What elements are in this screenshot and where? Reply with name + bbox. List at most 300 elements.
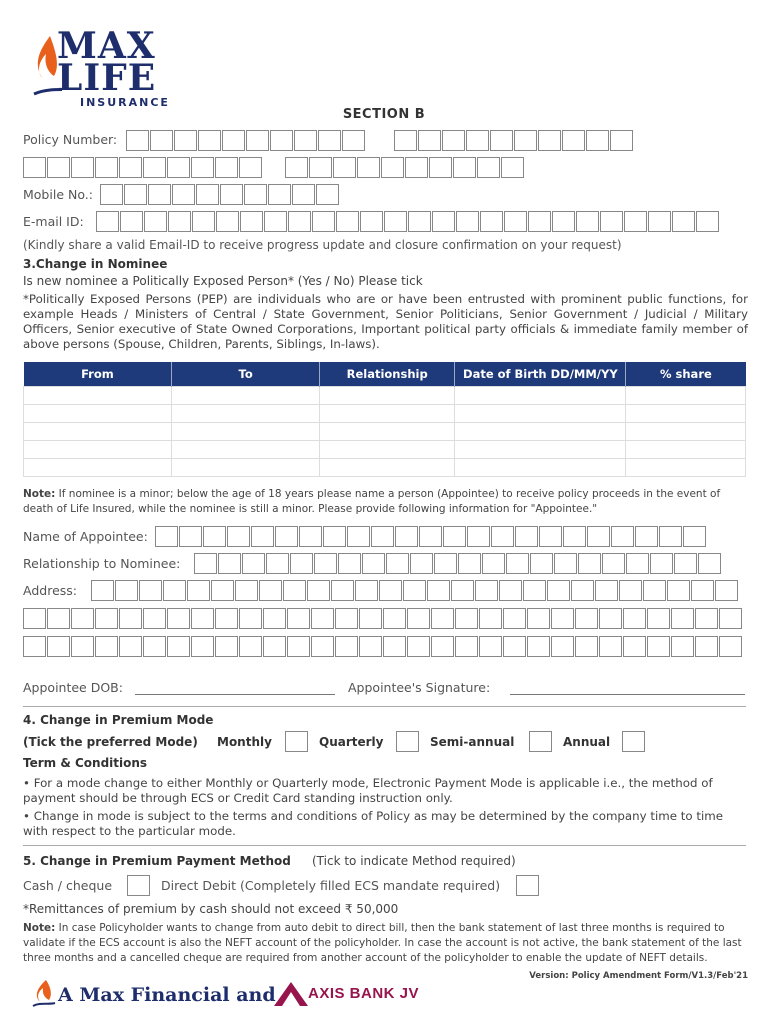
- footer-flame-icon: [32, 978, 56, 1008]
- char-box[interactable]: [342, 130, 365, 151]
- char-box[interactable]: [196, 184, 219, 205]
- char-box[interactable]: [309, 157, 332, 178]
- policy-number-boxes-2[interactable]: [394, 130, 634, 151]
- char-box[interactable]: [523, 580, 546, 601]
- char-box[interactable]: [408, 211, 431, 232]
- mode-monthly-label: Monthly: [217, 735, 272, 749]
- char-box[interactable]: [451, 580, 474, 601]
- char-box[interactable]: [475, 580, 498, 601]
- char-box[interactable]: [575, 636, 598, 657]
- char-box[interactable]: [155, 526, 178, 547]
- char-box[interactable]: [235, 580, 258, 601]
- appointee-name-label: Name of Appointee:: [23, 529, 148, 544]
- char-box[interactable]: [299, 526, 322, 547]
- payment-note-text: In case Policyholder wants to change from auto debit to direct bill, then the bank statement of last three months is required to validate if the ECS account is also the NEFT account of the policyholder. In case the account is not active, the bank statement of the last three months and a cancelled cheque are required from another account of the policyholder to enable the update of NEFT details.: [23, 922, 742, 964]
- char-box[interactable]: [139, 580, 162, 601]
- char-box[interactable]: [384, 211, 407, 232]
- char-box[interactable]: [115, 580, 138, 601]
- char-box[interactable]: [270, 130, 293, 151]
- char-box[interactable]: [647, 608, 670, 629]
- char-box[interactable]: [239, 157, 262, 178]
- char-box[interactable]: [144, 211, 167, 232]
- logo-text-max: MAX: [57, 25, 156, 67]
- email-label: E-mail ID:: [23, 214, 84, 229]
- char-box[interactable]: [379, 580, 402, 601]
- char-box[interactable]: [599, 636, 622, 657]
- table-cell[interactable]: [172, 387, 320, 405]
- char-box[interactable]: [504, 211, 527, 232]
- col-relationship: Relationship: [319, 362, 454, 387]
- table-cell[interactable]: [455, 405, 626, 423]
- char-box[interactable]: [96, 211, 119, 232]
- char-box[interactable]: [514, 130, 537, 151]
- address-boxes-1[interactable]: [91, 580, 739, 601]
- char-box[interactable]: [285, 157, 308, 178]
- char-box[interactable]: [311, 608, 334, 629]
- char-box[interactable]: [120, 211, 143, 232]
- mobile-label: Mobile No.:: [23, 187, 93, 202]
- table-cell[interactable]: [455, 459, 626, 477]
- mode-quarterly-checkbox[interactable]: [396, 731, 419, 752]
- char-box[interactable]: [671, 608, 694, 629]
- table-cell[interactable]: [626, 405, 746, 423]
- char-box[interactable]: [667, 580, 690, 601]
- char-box[interactable]: [220, 184, 243, 205]
- char-box[interactable]: [150, 130, 173, 151]
- char-box[interactable]: [333, 157, 356, 178]
- char-box[interactable]: [551, 608, 574, 629]
- char-box[interactable]: [239, 608, 262, 629]
- char-box[interactable]: [307, 580, 330, 601]
- char-box[interactable]: [501, 157, 524, 178]
- char-box[interactable]: [429, 157, 452, 178]
- policy-number-label: Policy Number:: [23, 132, 118, 147]
- char-box[interactable]: [539, 526, 562, 547]
- char-box[interactable]: [610, 130, 633, 151]
- terms-heading: Term & Conditions: [23, 756, 148, 770]
- char-box[interactable]: [527, 608, 550, 629]
- char-box[interactable]: [71, 608, 94, 629]
- payment-note: [23, 921, 748, 966]
- premium-mode-heading: 4. Change in Premium Mode: [23, 713, 214, 727]
- footer-tagline: A Max Financial and: [58, 984, 276, 1006]
- char-box[interactable]: [499, 580, 522, 601]
- char-box[interactable]: [530, 553, 553, 574]
- char-box[interactable]: [126, 130, 149, 151]
- relationship-boxes[interactable]: [194, 553, 722, 574]
- char-box[interactable]: [442, 130, 465, 151]
- char-box[interactable]: [143, 636, 166, 657]
- table-cell[interactable]: [172, 423, 320, 441]
- char-box[interactable]: [671, 636, 694, 657]
- table-cell[interactable]: [626, 423, 746, 441]
- pep-question: Is new nominee a Politically Exposed Person* (Yes / No) Please tick: [23, 274, 423, 288]
- logo-text-life: LIFE: [57, 57, 157, 99]
- char-box[interactable]: [466, 130, 489, 151]
- tick-mode-label: (Tick the preferred Mode): [23, 735, 198, 749]
- mode-semiannual-checkbox[interactable]: [529, 731, 552, 752]
- char-box[interactable]: [215, 608, 238, 629]
- char-box[interactable]: [203, 526, 226, 547]
- char-box[interactable]: [246, 130, 269, 151]
- mode-annual-label: Annual: [563, 735, 611, 749]
- char-box[interactable]: [600, 211, 623, 232]
- char-box[interactable]: [347, 526, 370, 547]
- char-box[interactable]: [23, 157, 46, 178]
- char-box[interactable]: [192, 211, 215, 232]
- table-row: [24, 459, 746, 477]
- char-box[interactable]: [314, 553, 337, 574]
- table-cell[interactable]: [319, 441, 454, 459]
- char-box[interactable]: [696, 211, 719, 232]
- char-box[interactable]: [599, 608, 622, 629]
- char-box[interactable]: [91, 580, 114, 601]
- table-cell[interactable]: [455, 387, 626, 405]
- relationship-label: Relationship to Nominee:: [23, 556, 181, 571]
- table-cell[interactable]: [24, 405, 172, 423]
- char-box[interactable]: [227, 526, 250, 547]
- char-box[interactable]: [240, 211, 263, 232]
- nominee-table: [23, 362, 746, 477]
- char-box[interactable]: [216, 211, 239, 232]
- char-box[interactable]: [163, 580, 186, 601]
- char-box[interactable]: [571, 580, 594, 601]
- char-box[interactable]: [386, 553, 409, 574]
- char-box[interactable]: [119, 608, 142, 629]
- char-box[interactable]: [218, 553, 241, 574]
- char-box[interactable]: [395, 526, 418, 547]
- appointee-dob-line[interactable]: [135, 694, 335, 695]
- section-title: SECTION B: [342, 107, 426, 122]
- char-box[interactable]: [359, 608, 382, 629]
- char-box[interactable]: [586, 130, 609, 151]
- payment-method-heading: 5. Change in Premium Payment Method: [23, 854, 291, 868]
- char-box[interactable]: [312, 211, 335, 232]
- policy-number-boxes-3[interactable]: [23, 157, 263, 178]
- char-box[interactable]: [695, 636, 718, 657]
- policy-number-boxes-4[interactable]: [285, 157, 525, 178]
- table-cell[interactable]: [24, 441, 172, 459]
- char-box[interactable]: [419, 526, 442, 547]
- char-box[interactable]: [294, 130, 317, 151]
- char-box[interactable]: [318, 130, 341, 151]
- char-box[interactable]: [551, 636, 574, 657]
- char-box[interactable]: [355, 580, 378, 601]
- char-box[interactable]: [576, 211, 599, 232]
- remittance-note: *Remittances of premium by cash should not exceed ₹ 50,000: [23, 902, 399, 916]
- char-box[interactable]: [626, 553, 649, 574]
- char-box[interactable]: [578, 553, 601, 574]
- direct-debit-checkbox[interactable]: [516, 875, 539, 896]
- char-box[interactable]: [316, 184, 339, 205]
- char-box[interactable]: [405, 157, 428, 178]
- char-box[interactable]: [431, 636, 454, 657]
- char-box[interactable]: [191, 608, 214, 629]
- char-box[interactable]: [266, 553, 289, 574]
- divider-1: [23, 706, 746, 707]
- char-box[interactable]: [362, 553, 385, 574]
- char-box[interactable]: [403, 580, 426, 601]
- table-cell[interactable]: [626, 387, 746, 405]
- char-box[interactable]: [47, 157, 70, 178]
- table-cell[interactable]: [172, 459, 320, 477]
- char-box[interactable]: [331, 580, 354, 601]
- table-cell[interactable]: [455, 423, 626, 441]
- char-box[interactable]: [124, 184, 147, 205]
- char-box[interactable]: [619, 580, 642, 601]
- char-box[interactable]: [100, 184, 123, 205]
- char-box[interactable]: [119, 636, 142, 657]
- footer-jv: AXIS BANK JV: [308, 985, 420, 1002]
- mode-monthly-checkbox[interactable]: [285, 731, 308, 752]
- char-box[interactable]: [357, 157, 380, 178]
- axis-bank-icon: [272, 980, 310, 1008]
- char-box[interactable]: [95, 636, 118, 657]
- table-cell[interactable]: [172, 405, 320, 423]
- char-box[interactable]: [371, 526, 394, 547]
- char-box[interactable]: [602, 553, 625, 574]
- appointee-name-boxes[interactable]: [155, 526, 707, 547]
- char-box[interactable]: [691, 580, 714, 601]
- char-box[interactable]: [23, 636, 46, 657]
- char-box[interactable]: [623, 608, 646, 629]
- char-box[interactable]: [674, 553, 697, 574]
- char-box[interactable]: [290, 553, 313, 574]
- char-box[interactable]: [71, 157, 94, 178]
- char-box[interactable]: [222, 130, 245, 151]
- char-box[interactable]: [338, 553, 361, 574]
- char-box[interactable]: [624, 211, 647, 232]
- table-row: [24, 405, 746, 423]
- appointee-dob-label: Appointee DOB:: [23, 680, 123, 695]
- char-box[interactable]: [335, 608, 358, 629]
- char-box[interactable]: [168, 211, 191, 232]
- char-box[interactable]: [695, 608, 718, 629]
- char-box[interactable]: [47, 636, 70, 657]
- char-box[interactable]: [538, 130, 561, 151]
- char-box[interactable]: [552, 211, 575, 232]
- char-box[interactable]: [467, 526, 490, 547]
- char-box[interactable]: [287, 636, 310, 657]
- char-box[interactable]: [167, 157, 190, 178]
- table-cell[interactable]: [455, 441, 626, 459]
- table-cell[interactable]: [319, 387, 454, 405]
- appointee-signature-line[interactable]: [510, 694, 745, 695]
- char-box[interactable]: [575, 608, 598, 629]
- char-box[interactable]: [360, 211, 383, 232]
- char-box[interactable]: [635, 526, 658, 547]
- email-boxes[interactable]: [96, 211, 720, 232]
- table-row: [24, 387, 746, 405]
- minor-note-text: If nominee is a minor; below the age of 18 years please name a person (Appointee) to receive policy proceeds in the event of death of Life Insured, while the nominee is still a minor. Please provide following information for "Appointee.": [23, 488, 721, 515]
- char-box[interactable]: [432, 211, 455, 232]
- table-cell[interactable]: [24, 423, 172, 441]
- col-dob: Date of Birth DD/MM/YY: [455, 362, 626, 387]
- term-1: • For a mode change to either Monthly or Quarterly mode, Electronic Payment Mode is applicable i.e., the method of payment should be through ECS or Credit Card standing instruction only.: [23, 776, 713, 805]
- table-cell[interactable]: [172, 441, 320, 459]
- char-box[interactable]: [427, 580, 450, 601]
- char-box[interactable]: [719, 636, 742, 657]
- char-box[interactable]: [458, 553, 481, 574]
- char-box[interactable]: [283, 580, 306, 601]
- char-box[interactable]: [418, 130, 441, 151]
- char-box[interactable]: [528, 211, 551, 232]
- address-label: Address:: [23, 583, 77, 598]
- char-box[interactable]: [563, 526, 586, 547]
- char-box[interactable]: [479, 636, 502, 657]
- char-box[interactable]: [263, 608, 286, 629]
- char-box[interactable]: [239, 636, 262, 657]
- mode-annual-checkbox[interactable]: [622, 731, 645, 752]
- char-box[interactable]: [562, 130, 585, 151]
- char-box[interactable]: [456, 211, 479, 232]
- mobile-boxes[interactable]: [100, 184, 340, 205]
- payment-note-label: Note:: [23, 922, 56, 934]
- char-box[interactable]: [215, 157, 238, 178]
- char-box[interactable]: [503, 608, 526, 629]
- char-box[interactable]: [383, 608, 406, 629]
- mode-quarterly-label: Quarterly: [319, 735, 384, 749]
- char-box[interactable]: [479, 608, 502, 629]
- char-box[interactable]: [335, 636, 358, 657]
- char-box[interactable]: [554, 553, 577, 574]
- char-box[interactable]: [23, 608, 46, 629]
- char-box[interactable]: [506, 553, 529, 574]
- char-box[interactable]: [611, 526, 634, 547]
- table-cell[interactable]: [626, 459, 746, 477]
- char-box[interactable]: [172, 184, 195, 205]
- char-box[interactable]: [119, 157, 142, 178]
- char-box[interactable]: [455, 608, 478, 629]
- char-box[interactable]: [179, 526, 202, 547]
- char-box[interactable]: [263, 636, 286, 657]
- char-box[interactable]: [434, 553, 457, 574]
- char-box[interactable]: [491, 526, 514, 547]
- nominee-heading: 3.Change in Nominee: [23, 257, 168, 271]
- char-box[interactable]: [683, 526, 706, 547]
- table-cell[interactable]: [24, 387, 172, 405]
- email-hint: (Kindly share a valid Email-ID to receive progress update and closure confirmation on your request): [23, 238, 622, 252]
- cash-cheque-label: Cash / cheque: [23, 878, 113, 893]
- direct-debit-label: Direct Debit (Completely filled ECS mandate required): [161, 878, 501, 893]
- char-box[interactable]: [453, 157, 476, 178]
- char-box[interactable]: [336, 211, 359, 232]
- col-share: % share: [626, 362, 746, 387]
- char-box[interactable]: [719, 608, 742, 629]
- char-box[interactable]: [148, 184, 171, 205]
- char-box[interactable]: [643, 580, 666, 601]
- char-box[interactable]: [275, 526, 298, 547]
- char-box[interactable]: [167, 636, 190, 657]
- char-box[interactable]: [47, 608, 70, 629]
- char-box[interactable]: [407, 608, 430, 629]
- table-row: [24, 423, 746, 441]
- char-box[interactable]: [264, 211, 287, 232]
- char-box[interactable]: [268, 184, 291, 205]
- table-cell[interactable]: [319, 459, 454, 477]
- address-boxes-3[interactable]: [23, 636, 743, 657]
- char-box[interactable]: [480, 211, 503, 232]
- char-box[interactable]: [587, 526, 610, 547]
- char-box[interactable]: [381, 157, 404, 178]
- char-box[interactable]: [503, 636, 526, 657]
- char-box[interactable]: [647, 636, 670, 657]
- char-box[interactable]: [431, 608, 454, 629]
- char-box[interactable]: [244, 184, 267, 205]
- char-box[interactable]: [242, 553, 265, 574]
- char-box[interactable]: [455, 636, 478, 657]
- char-box[interactable]: [490, 130, 513, 151]
- char-box[interactable]: [292, 184, 315, 205]
- char-box[interactable]: [715, 580, 738, 601]
- char-box[interactable]: [515, 526, 538, 547]
- char-box[interactable]: [251, 526, 274, 547]
- char-box[interactable]: [194, 553, 217, 574]
- char-box[interactable]: [287, 608, 310, 629]
- char-box[interactable]: [259, 580, 282, 601]
- char-box[interactable]: [659, 526, 682, 547]
- char-box[interactable]: [323, 526, 346, 547]
- char-box[interactable]: [477, 157, 500, 178]
- char-box[interactable]: [410, 553, 433, 574]
- char-box[interactable]: [394, 130, 417, 151]
- policy-number-boxes[interactable]: [126, 130, 366, 151]
- char-box[interactable]: [482, 553, 505, 574]
- logo-text-insurance: INSURANCE: [80, 96, 170, 109]
- term-2: • Change in mode is subject to the terms and conditions of Policy as may be determined by the company time to time with respect to the particular mode.: [23, 809, 724, 838]
- table-cell[interactable]: [626, 441, 746, 459]
- char-box[interactable]: [698, 553, 721, 574]
- char-box[interactable]: [198, 130, 221, 151]
- char-box[interactable]: [547, 580, 570, 601]
- char-box[interactable]: [527, 636, 550, 657]
- char-box[interactable]: [443, 526, 466, 547]
- table-cell[interactable]: [24, 459, 172, 477]
- char-box[interactable]: [288, 211, 311, 232]
- table-cell[interactable]: [319, 405, 454, 423]
- char-box[interactable]: [191, 636, 214, 657]
- char-box[interactable]: [167, 608, 190, 629]
- minor-note: [23, 487, 748, 517]
- char-box[interactable]: [383, 636, 406, 657]
- char-box[interactable]: [359, 636, 382, 657]
- char-box[interactable]: [215, 636, 238, 657]
- char-box[interactable]: [650, 553, 673, 574]
- table-row: [24, 441, 746, 459]
- char-box[interactable]: [95, 157, 118, 178]
- char-box[interactable]: [211, 580, 234, 601]
- char-box[interactable]: [174, 130, 197, 151]
- char-box[interactable]: [187, 580, 210, 601]
- char-box[interactable]: [623, 636, 646, 657]
- col-to: To: [172, 362, 320, 387]
- minor-note-label: Note:: [23, 488, 56, 500]
- char-box[interactable]: [648, 211, 671, 232]
- char-box[interactable]: [407, 636, 430, 657]
- char-box[interactable]: [672, 211, 695, 232]
- address-boxes-2[interactable]: [23, 608, 743, 629]
- payment-method-hint: (Tick to indicate Method required): [312, 854, 516, 868]
- char-box[interactable]: [143, 608, 166, 629]
- char-box[interactable]: [95, 608, 118, 629]
- table-cell[interactable]: [319, 423, 454, 441]
- char-box[interactable]: [143, 157, 166, 178]
- cash-cheque-checkbox[interactable]: [127, 875, 150, 896]
- char-box[interactable]: [595, 580, 618, 601]
- char-box[interactable]: [71, 636, 94, 657]
- char-box[interactable]: [191, 157, 214, 178]
- char-box[interactable]: [311, 636, 334, 657]
